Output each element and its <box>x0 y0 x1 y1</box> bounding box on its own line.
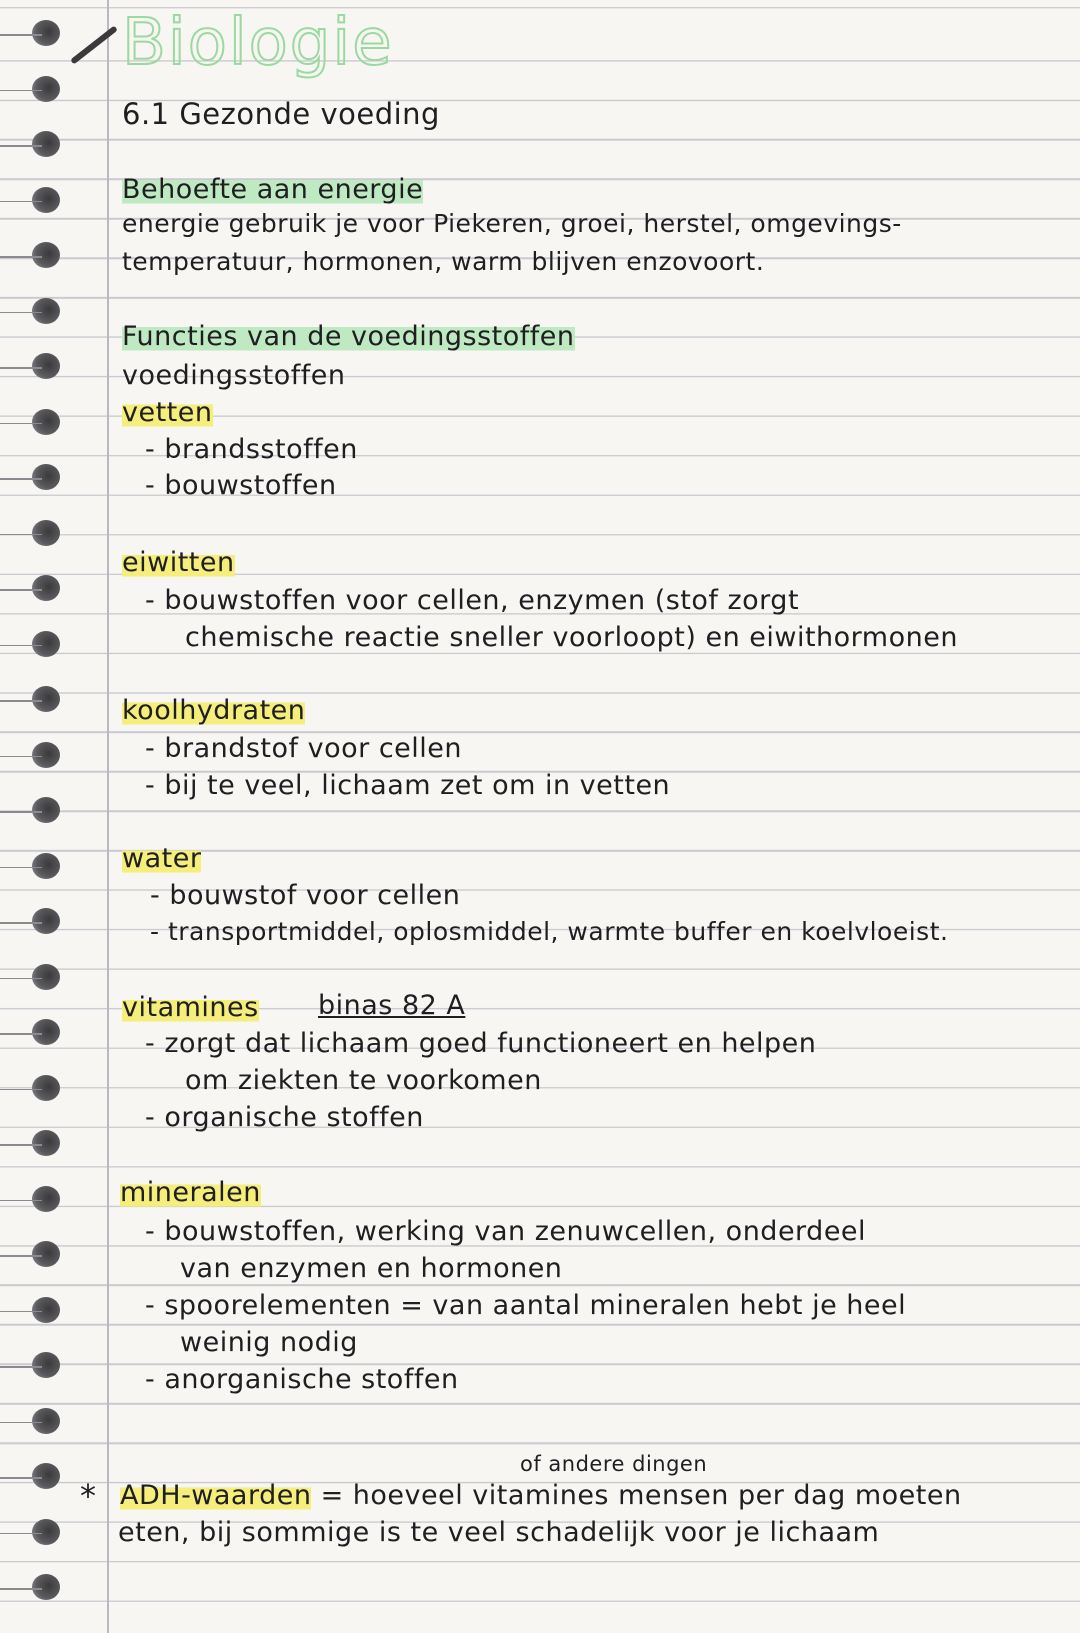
binder-hole <box>32 1186 60 1212</box>
binder-ring-line <box>0 478 42 480</box>
adh-line-2: eten, bij sommige is te veel schadelijk voor je lichaam <box>118 1517 880 1548</box>
binder-ring-line <box>0 922 42 924</box>
vetten-item-2: - bouwstoffen <box>145 470 337 501</box>
binder-ring-line <box>0 589 42 591</box>
binder-hole <box>32 1075 60 1101</box>
vitamines-line-3: - organische stoffen <box>145 1102 424 1133</box>
binder-hole <box>32 76 60 102</box>
functions-heading: Functies van de voedingsstoffen <box>122 321 575 352</box>
binder-ring-line <box>0 1311 42 1313</box>
binder-ring-line <box>0 1477 42 1479</box>
vitamines-line-2: om ziekten te voorkomen <box>185 1065 542 1096</box>
binder-ring-line <box>0 978 42 980</box>
adh-line-1 <box>120 1480 962 1511</box>
mineralen-line-3: - spoorelementen = van aantal mineralen hebt je heel <box>145 1290 907 1321</box>
mineralen-line-2: van enzymen en hormonen <box>180 1253 563 1284</box>
binder-hole <box>32 242 60 268</box>
binder-ring-line <box>0 34 42 36</box>
binder-hole <box>32 575 60 601</box>
binder-hole <box>32 1130 60 1156</box>
water-item-1: - bouwstof voor cellen <box>150 880 461 911</box>
binder-hole <box>32 797 60 823</box>
margin-line <box>107 0 109 1633</box>
mineralen-line-1: - bouwstoffen, werking van zenuwcellen, onderdeel <box>145 1216 867 1247</box>
asterisk-icon: * <box>80 1477 96 1515</box>
adh-definition: = hoeveel vitamines mensen per dag moeten <box>320 1480 962 1511</box>
binder-hole <box>32 409 60 435</box>
binder-ring-line <box>0 312 42 314</box>
binder-ring-line <box>0 1255 42 1257</box>
adh-margin-note: of andere dingen <box>520 1452 708 1476</box>
section-heading: 6.1 Gezonde voeding <box>122 97 440 131</box>
binder-ring-line <box>0 1533 42 1535</box>
binder-ring-line <box>0 700 42 702</box>
binder-hole <box>32 520 60 546</box>
koolhydraten-item-1: - brandstof voor cellen <box>145 733 463 764</box>
mineralen-heading: mineralen <box>120 1177 261 1208</box>
binder-ring-line <box>0 423 42 425</box>
energy-heading: Behoefte aan energie <box>122 174 424 205</box>
binder-hole <box>32 353 60 379</box>
binder-hole <box>32 964 60 990</box>
binder-hole <box>32 1463 60 1489</box>
binder-hole <box>32 1241 60 1267</box>
vitamines-heading: vitamines <box>122 992 259 1023</box>
binas-reference: binas 82 A <box>318 990 466 1021</box>
koolhydraten-heading: koolhydraten <box>122 695 306 726</box>
binder-holes <box>0 0 80 1633</box>
binder-hole <box>32 464 60 490</box>
binder-ring-line <box>0 1422 42 1424</box>
binder-ring-line <box>0 1588 42 1590</box>
page-title: Biologie <box>122 6 394 80</box>
binder-ring-line <box>0 1366 42 1368</box>
water-item-2: - transportmiddel, oplosmiddel, warmte buffer en koelvloeist. <box>150 917 949 946</box>
binder-hole <box>32 1574 60 1600</box>
koolhydraten-item-2: - bij te veel, lichaam zet om in vetten <box>145 770 671 801</box>
binder-ring-line <box>0 90 42 92</box>
binder-hole <box>32 1519 60 1545</box>
binder-ring-line <box>0 367 42 369</box>
binder-ring-line <box>0 1033 42 1035</box>
binder-hole <box>32 1408 60 1434</box>
binder-ring-line <box>0 201 42 203</box>
binder-ring-line <box>0 1200 42 1202</box>
binder-ring-line <box>0 145 42 147</box>
vetten-item-1: - brandsstoffen <box>145 434 358 465</box>
binder-ring-line <box>0 256 42 258</box>
binder-ring-line <box>0 534 42 536</box>
energy-line-2: temperatuur, hormonen, warm blijven enzovoort. <box>122 247 765 276</box>
vetten-heading: vetten <box>122 397 213 428</box>
binder-hole <box>32 1352 60 1378</box>
binder-hole <box>32 20 60 46</box>
binder-hole <box>32 1297 60 1323</box>
binder-ring-line <box>0 756 42 758</box>
binder-hole <box>32 187 60 213</box>
binder-ring-line <box>0 1144 42 1146</box>
binder-hole <box>32 853 60 879</box>
binder-hole <box>32 742 60 768</box>
mineralen-line-4: weinig nodig <box>180 1327 358 1358</box>
binder-hole <box>32 1019 60 1045</box>
adh-term: ADH-waarden <box>120 1480 312 1511</box>
water-heading: water <box>122 843 202 874</box>
binder-hole <box>32 908 60 934</box>
binder-hole <box>32 298 60 324</box>
mineralen-line-5: - anorganische stoffen <box>145 1364 459 1395</box>
eiwitten-line-1: - bouwstoffen voor cellen, enzymen (stof zorgt <box>145 585 800 616</box>
binder-ring-line <box>0 1089 42 1091</box>
eiwitten-line-2: chemische reactie sneller voorloopt) en eiwithormonen <box>185 622 958 653</box>
vitamines-line-1: - zorgt dat lichaam goed functioneert en helpen <box>145 1028 817 1059</box>
binder-ring-line <box>0 867 42 869</box>
binder-hole <box>32 686 60 712</box>
binder-ring-line <box>0 645 42 647</box>
binder-ring-line <box>0 811 42 813</box>
binder-hole <box>32 631 60 657</box>
eiwitten-heading: eiwitten <box>122 547 235 578</box>
binder-hole <box>32 131 60 157</box>
nutrients-label: voedingsstoffen <box>122 360 346 391</box>
energy-line-1: energie gebruik je voor Piekeren, groei, herstel, omgevings- <box>122 209 902 238</box>
